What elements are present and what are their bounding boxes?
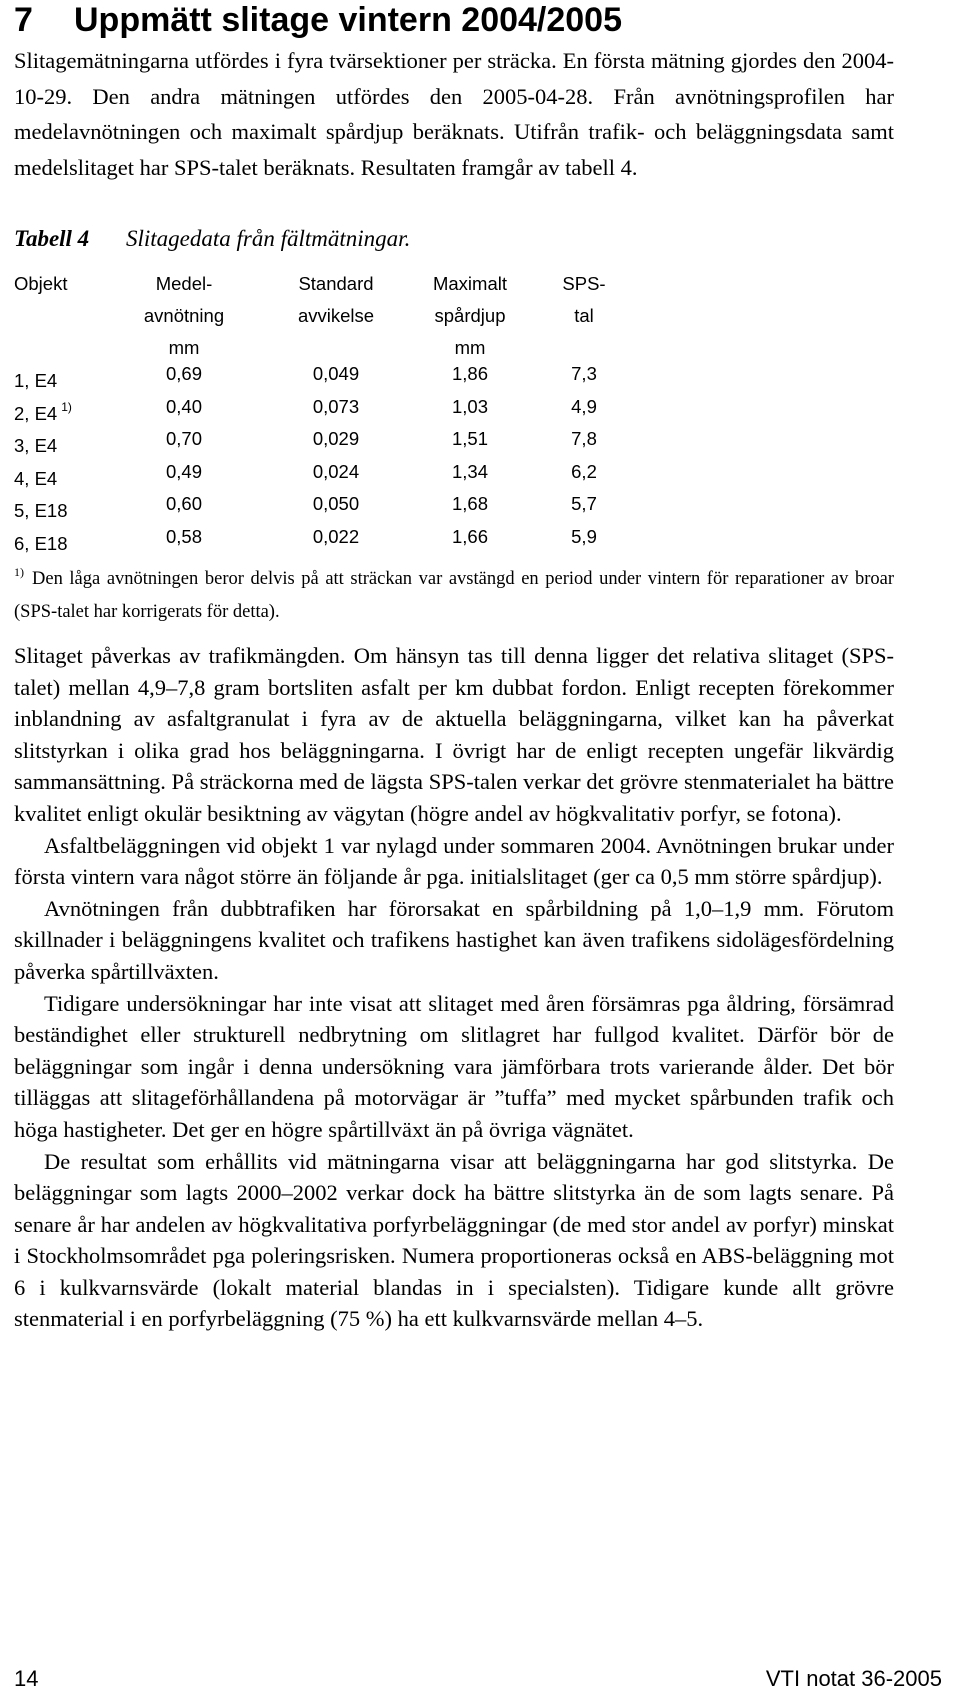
cell-standardavvikelse: 0,050 xyxy=(312,493,360,514)
header-medelavnotning: Medel- avnötning mm xyxy=(143,273,225,358)
cell-sps-tal: 4,9 xyxy=(571,395,597,417)
cell-objekt: 3, E4 xyxy=(14,435,58,456)
cell-sps-tal: 6,2 xyxy=(571,460,597,482)
footnote-mark: 1) xyxy=(14,565,24,579)
cell-standardavvikelse: 0,022 xyxy=(312,525,360,547)
cell-objekt: 6, E18 xyxy=(14,532,68,554)
cell-medelavnotning: 0,60 xyxy=(165,493,202,514)
wear-data-table xyxy=(14,268,619,553)
table-row xyxy=(14,521,619,554)
cell-maximalt-spardjup: 1,51 xyxy=(451,428,488,449)
cell-medelavnotning: 0,49 xyxy=(165,460,202,482)
cell-objekt: 1, E4 xyxy=(14,370,58,391)
cell-maximalt-spardjup: 1,68 xyxy=(451,493,488,514)
cell-medelavnotning: 0,70 xyxy=(165,428,202,449)
header-maximalt-spardjup: Maximalt spårdjup mm xyxy=(432,273,507,358)
cell-medelavnotning: 0,58 xyxy=(165,525,202,547)
body-text xyxy=(14,640,894,1335)
table-header-row xyxy=(14,268,619,358)
table-row xyxy=(14,488,619,521)
cell-medelavnotning: 0,69 xyxy=(165,363,202,384)
cell-objekt: 5, E18 xyxy=(14,500,68,521)
table-footnote xyxy=(14,556,894,629)
footnote-ref: 1) xyxy=(61,399,72,414)
cell-standardavvikelse: 0,073 xyxy=(312,395,360,417)
table-row xyxy=(14,423,619,456)
paragraph: Avnötningen från dubbtrafiken har förorsakat en spårbildning på 1,0–1,9 mm. Förutom skillnader i beläggningens kvalitet och trafikens hastighet kan även trafikens sidolägesfördelning påverka spårtillväxten. xyxy=(14,895,894,984)
intro-paragraph: Slitagemätningarna utfördes i fyra tvärsektioner per sträcka. En första mätning gjordes den 2004-10-29. Den andra mätningen utfördes den 2005-04-28. Från avnötningsprofilen har medelavnötningen och maximalt spårdjup beräknats. Utifrån trafik- och beläggningsdata samt medelslitaget har SPS-talet beräknats. Resultaten framgår av tabell 4. xyxy=(14,48,894,180)
paragraph: Asfaltbeläggningen vid objekt 1 var nylagd under sommaren 2004. Avnötningen brukar under första vintern vara något större än följande år pga. initialslitaget (ger ca 0,5 mm större spårdjup). xyxy=(14,832,894,890)
paragraph: Slitaget påverkas av trafikmängden. Om hänsyn tas till denna ligger det relativa slitaget (SPS-talet) mellan 4,9–7,8 gram bortsliten asfalt per km dubbat fordon. Enligt recepten förekommer inblandning av asfaltgranulat i fyra av de aktuella beläggningarna, vilket kan ha påverkat slitstyrkan i olika grad hos beläggningarna. I övrigt har de enligt recepten ungefär likvärdig sammansättning. På sträckorna med de lägsta SPS-talen verkar det grövre stenmaterialet ha bättre kvalitet enligt okulär besiktning av vägytan (högre andel av högkvalitativ porfyr, se fotona). xyxy=(14,643,894,826)
cell-maximalt-spardjup: 1,66 xyxy=(451,525,488,547)
cell-maximalt-spardjup: 1,03 xyxy=(451,395,488,417)
header-sps-tal: SPS- tal xyxy=(562,273,606,326)
report-reference: VTI notat 36-2005 xyxy=(765,1666,942,1691)
cell-standardavvikelse: 0,049 xyxy=(312,363,360,384)
cell-maximalt-spardjup: 1,86 xyxy=(451,363,488,384)
table-caption-text: Slitagedata från fältmätningar. xyxy=(126,226,411,251)
footnote-text: Den låga avnötningen beror delvis på att sträckan var avstängd en period under vintern för reparationer av broar (SPS-talet har korrigerats för detta). xyxy=(14,569,894,622)
table-label: Tabell 4 xyxy=(14,226,90,251)
table-row xyxy=(14,456,619,489)
table-row xyxy=(14,391,619,424)
cell-standardavvikelse: 0,024 xyxy=(312,460,360,482)
page-number: 14 xyxy=(14,1666,39,1691)
table-row xyxy=(14,358,619,391)
cell-standardavvikelse: 0,029 xyxy=(312,428,360,449)
section-title: Uppmätt slitage vintern 2004/2005 xyxy=(74,1,623,39)
cell-medelavnotning: 0,40 xyxy=(165,395,202,417)
paragraph: Tidigare undersökningar har inte visat att slitaget med åren försämras pga åldring, försämrad beständighet eller strukturell nedbrytning om slitlagret har fullgod kvalitet. Därför bör de beläggningar som ingår i denna undersökning vara jämförbara trots varierande ålder. Det bör tilläggas att slitageförhållandena på motorvägar är ”tuffa” med mycket spårbunden trafik och höga hastigheter. Det ger en högre spårtillväxt än på övriga vägnätet. xyxy=(14,990,894,1142)
header-standardavvikelse: Standard avvikelse xyxy=(297,273,375,326)
cell-sps-tal: 5,9 xyxy=(571,525,597,547)
cell-sps-tal: 7,3 xyxy=(571,363,597,384)
cell-maximalt-spardjup: 1,34 xyxy=(451,460,488,482)
cell-sps-tal: 7,8 xyxy=(571,428,597,449)
paragraph: De resultat som erhållits vid mätningarna visar att beläggningarna har god slitstyrka. De beläggningar som lagts 2000–2002 verkar dock ha bättre slitstyrka än de som lagts senare. På senare år har andelen av högkvalitativa porfyrbeläggningar (de med stor andel av porfyr) minskat i Stockholmsområdet pga poleringsrisken. Numera proportioneras också en ABS-beläggning mot 6 i kulkvarnsvärde (lokalt material blandas in i specialsten). Tidigare kunde allt grövre stenmaterial i en porfyrbeläggning (75 %) ha ett kulkvarnsvärde mellan 4–5. xyxy=(14,1148,894,1332)
table-caption xyxy=(14,224,410,254)
cell-sps-tal: 5,7 xyxy=(571,493,597,514)
cell-objekt: 2, E4 $^{1)}$ xyxy=(14,399,72,424)
cell-objekt: 4, E4 xyxy=(14,467,58,489)
section-number: 7 xyxy=(14,1,33,39)
section-heading xyxy=(14,0,622,40)
header-objekt: Objekt xyxy=(14,273,68,294)
